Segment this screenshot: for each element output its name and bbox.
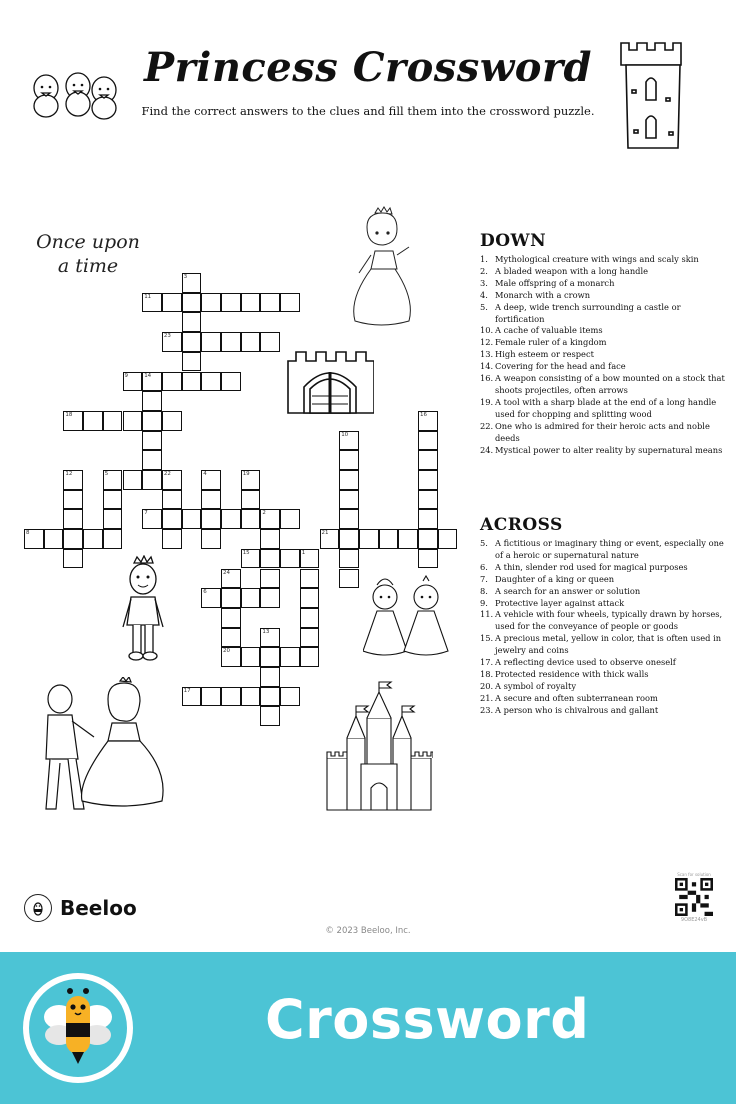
- across-clue-list: [480, 538, 730, 717]
- dancing-couple-icon: [30, 677, 175, 814]
- category-label: Crossword: [265, 988, 590, 1051]
- clue-number: 23: [163, 333, 171, 340]
- crossword-cell[interactable]: [241, 490, 261, 510]
- crossword-cell[interactable]: [221, 687, 241, 707]
- clue-text: High esteem or respect: [495, 349, 594, 360]
- crossword-cell[interactable]: [142, 509, 162, 529]
- crossword-cell[interactable]: [103, 490, 123, 510]
- clue-number: 16: [420, 411, 427, 418]
- crossword-cell[interactable]: [142, 470, 162, 490]
- clue-number: 8.: [480, 585, 488, 596]
- crossword-cell[interactable]: [221, 608, 241, 628]
- crossword-cell[interactable]: [300, 608, 320, 628]
- crossword-cell[interactable]: [418, 490, 438, 510]
- clue-number: 17: [183, 687, 191, 694]
- crossword-cell[interactable]: [123, 372, 143, 392]
- crossword-cell[interactable]: [201, 490, 221, 510]
- crossword-cell[interactable]: [201, 529, 221, 549]
- crossword-cell[interactable]: [260, 569, 280, 589]
- qr-code-icon[interactable]: [675, 878, 713, 916]
- clue-number: 22.: [480, 420, 494, 431]
- clue-number: 18: [65, 411, 73, 418]
- crossword-cell[interactable]: [241, 470, 261, 490]
- crossword-cell[interactable]: [418, 431, 438, 451]
- once-upon-line1: Once upon: [36, 231, 140, 253]
- clue-number: 1: [301, 549, 306, 556]
- clue-item: [480, 538, 730, 562]
- clue-item: [480, 361, 730, 373]
- crossword-cell[interactable]: [44, 529, 64, 549]
- crossword-cell[interactable]: [182, 372, 202, 392]
- clue-number: 22: [163, 471, 171, 477]
- crossword-cell[interactable]: [339, 470, 359, 490]
- clue-number: 11.: [480, 609, 494, 620]
- clue-number: 8: [26, 530, 30, 537]
- clue-number: 6.: [480, 561, 488, 572]
- page-title: Princess Crossword: [144, 44, 592, 91]
- crossword-cell[interactable]: [63, 529, 83, 549]
- crossword-cell[interactable]: [418, 470, 438, 490]
- crossword-cell[interactable]: [103, 529, 123, 549]
- crossword-cell[interactable]: [280, 549, 300, 569]
- crossword-cell[interactable]: [241, 549, 261, 569]
- crossword-cell[interactable]: [142, 372, 162, 392]
- crossword-cell[interactable]: [260, 667, 280, 687]
- clue-text: One who is admired for their heroic acts and noble deeds: [495, 420, 710, 443]
- castle-gate-icon: [287, 350, 374, 414]
- clue-text: A precious metal, yellow in color, that is often used in jewelry and coins: [495, 633, 722, 656]
- crossword-cell[interactable]: [63, 549, 83, 569]
- clue-number: 4: [203, 471, 207, 477]
- clue-number: 3.: [480, 277, 488, 288]
- clue-item: [480, 705, 730, 717]
- crossword-cell[interactable]: [418, 529, 438, 549]
- crossword-cell[interactable]: [103, 509, 123, 529]
- clue-item: [480, 325, 730, 337]
- crossword-cell[interactable]: [398, 529, 418, 549]
- crossword-cell[interactable]: [182, 332, 202, 352]
- crossword-cell[interactable]: [260, 332, 280, 352]
- crossword-cell[interactable]: [260, 706, 280, 726]
- clue-text: A search for an answer or solution: [495, 585, 641, 596]
- clue-number: 12: [65, 471, 73, 477]
- clue-item: [480, 278, 730, 290]
- clue-number: 15.: [480, 633, 494, 644]
- crossword-cell[interactable]: [320, 529, 340, 549]
- crossword-cell[interactable]: [260, 529, 280, 549]
- clue-number: 15: [242, 549, 250, 556]
- crossword-cell[interactable]: [201, 687, 221, 707]
- clue-item: [480, 693, 730, 705]
- crossword-cell[interactable]: [123, 470, 143, 490]
- clue-item: [480, 421, 730, 445]
- clue-item: [480, 349, 730, 361]
- crossword-cell[interactable]: [142, 293, 162, 313]
- once-upon-line2: a time: [57, 255, 119, 277]
- clue-text: A cache of valuable items: [495, 325, 603, 336]
- clue-number: 9.: [480, 597, 488, 608]
- crossword-cell[interactable]: [182, 312, 202, 332]
- clue-number: 5.: [480, 538, 488, 548]
- prince-icon: [118, 555, 168, 661]
- clue-text: A reflecting device used to observe oneself: [495, 657, 676, 668]
- instructions: Find the correct answers to the clues and fill them into the crossword puzzle.: [141, 104, 595, 118]
- crossword-cell[interactable]: [359, 529, 379, 549]
- crossword-cell[interactable]: [241, 293, 261, 313]
- crossword-cell[interactable]: [63, 509, 83, 529]
- crossword-cell[interactable]: [182, 352, 202, 372]
- clue-number: 7.: [480, 573, 488, 584]
- crossword-cell[interactable]: [241, 332, 261, 352]
- crossword-cell[interactable]: [162, 372, 182, 392]
- clue-text: Female ruler of a kingdom: [495, 337, 607, 348]
- crossword-cell[interactable]: [241, 588, 261, 608]
- clue-number: 7: [144, 510, 148, 517]
- clue-number: 10: [341, 431, 349, 438]
- crossword-cell[interactable]: [221, 293, 241, 313]
- clue-text: Covering for the head and face: [495, 361, 626, 372]
- copyright: © 2023 Beeloo, Inc.: [325, 926, 411, 936]
- crossword-cell[interactable]: [241, 687, 261, 707]
- clue-number: 19: [242, 471, 250, 477]
- crossword-cell[interactable]: [280, 647, 300, 667]
- crossword-cell[interactable]: [260, 647, 280, 667]
- crossword-cell[interactable]: [221, 647, 241, 667]
- crossword-cell[interactable]: [142, 391, 162, 411]
- clue-number: 4.: [480, 289, 488, 300]
- clue-text: Mystical power to alter reality by supernatural means: [495, 444, 723, 455]
- clue-item: [480, 373, 730, 397]
- crossword-cell[interactable]: [162, 509, 182, 529]
- clue-text: Protected residence with thick walls: [495, 668, 649, 679]
- clue-number: 19.: [480, 396, 494, 407]
- princess-icon: [345, 205, 420, 330]
- crossword-cell[interactable]: [300, 628, 320, 648]
- crossword-cell[interactable]: [300, 549, 320, 569]
- crossword-cell[interactable]: [221, 569, 241, 589]
- clue-number: 6: [203, 589, 207, 596]
- crossword-cell[interactable]: [379, 529, 399, 549]
- clue-item: [480, 445, 730, 457]
- clue-number: 2: [262, 510, 266, 517]
- clue-item: [480, 397, 730, 421]
- crossword-cell[interactable]: [221, 332, 241, 352]
- clue-text: A vehicle with four wheels, typically drawn by horses, used for the conveyance of people or goods: [495, 609, 723, 632]
- crossword-cell[interactable]: [182, 293, 202, 313]
- crossword-cell[interactable]: [182, 687, 202, 707]
- crossword-cell[interactable]: [83, 529, 103, 549]
- brand-name: Beeloo: [60, 896, 137, 920]
- qr-block[interactable]: [668, 872, 720, 924]
- crossword-cell[interactable]: [63, 411, 83, 431]
- clue-text: A bladed weapon with a long handle: [495, 265, 649, 276]
- clue-number: 14: [144, 372, 152, 379]
- crossword-cell[interactable]: [300, 569, 320, 589]
- crossword-cell[interactable]: [63, 490, 83, 510]
- clue-text: A tool with a sharp blade at the end of a long handle used for chopping and splitting wood: [495, 396, 717, 419]
- crossword-cell[interactable]: [103, 411, 123, 431]
- bee-logo: [23, 973, 133, 1083]
- clue-number: 11: [144, 293, 152, 300]
- clue-text: Mythological creature with wings and scaly skin: [495, 254, 699, 264]
- clue-item: [480, 598, 730, 610]
- clue-number: 9: [124, 372, 128, 379]
- clue-text: Daughter of a king or queen: [495, 573, 615, 584]
- crossword-cell[interactable]: [418, 509, 438, 529]
- category-banner: [0, 952, 736, 1104]
- clue-number: 12.: [480, 337, 494, 348]
- crossword-cell[interactable]: [182, 509, 202, 529]
- clue-number: 18.: [480, 668, 494, 679]
- crossword-cell[interactable]: [182, 273, 202, 293]
- bee-icon: [24, 894, 52, 922]
- crossword-cell[interactable]: [221, 372, 241, 392]
- clue-number: 20.: [480, 680, 494, 691]
- clue-text: Monarch with a crown: [495, 289, 591, 300]
- crossword-cell[interactable]: [300, 588, 320, 608]
- crossword-cell[interactable]: [201, 470, 221, 490]
- crossword-cell[interactable]: [418, 450, 438, 470]
- crossword-cell[interactable]: [339, 509, 359, 529]
- crossword-cell[interactable]: [339, 569, 359, 589]
- clue-item: [480, 657, 730, 669]
- clue-text: A deep, wide trench surrounding a castle or fortification: [495, 301, 681, 324]
- crossword-cell[interactable]: [142, 431, 162, 451]
- crossword-cell[interactable]: [260, 509, 280, 529]
- clue-number: 16.: [480, 373, 494, 384]
- clue-item: [480, 609, 730, 633]
- clue-item: [480, 266, 730, 278]
- bee-mascot-icon: [29, 979, 127, 1077]
- clue-text: A weapon consisting of a bow mounted on a stock that shoots projectiles, often arrows: [495, 373, 725, 395]
- clue-item: [480, 633, 730, 657]
- crossword-cell[interactable]: [339, 529, 359, 549]
- clue-item: [480, 669, 730, 681]
- clue-number: 14.: [480, 361, 494, 372]
- crossword-cell[interactable]: [418, 549, 438, 569]
- clue-number: 21.: [480, 692, 494, 703]
- down-heading: DOWN: [480, 231, 547, 251]
- crossword-cell[interactable]: [241, 509, 261, 529]
- clue-number: 3: [183, 274, 188, 280]
- clue-number: 5.: [480, 301, 488, 312]
- crossword-cell[interactable]: [123, 411, 143, 431]
- clue-number: 21: [321, 530, 329, 537]
- castle-icon: [325, 680, 433, 812]
- crossword-cell[interactable]: [221, 628, 241, 648]
- clue-number: 23.: [480, 704, 494, 715]
- crossword-cell[interactable]: [260, 293, 280, 313]
- clue-text: A symbol of royalty: [495, 680, 577, 691]
- down-clue-list: [480, 254, 730, 456]
- crossword-cell[interactable]: [339, 490, 359, 510]
- crossword-cell[interactable]: [162, 529, 182, 549]
- crossword-cell[interactable]: [201, 588, 221, 608]
- qr-code-text: 9O8E24vB: [680, 917, 708, 923]
- crossword-cell[interactable]: [260, 588, 280, 608]
- crossword-cell[interactable]: [103, 470, 123, 490]
- crossword-cell[interactable]: [241, 647, 261, 667]
- crossword-cell[interactable]: [201, 293, 221, 313]
- clue-number: 17.: [480, 657, 494, 668]
- crossword-cell[interactable]: [418, 411, 438, 431]
- clue-item: [480, 562, 730, 574]
- down-clues: [480, 231, 730, 456]
- crossword-cell[interactable]: [201, 509, 221, 529]
- clue-item: [480, 254, 730, 266]
- clue-text: A fictitious or imaginary thing or event, especially one of a heroic or supernatural nature: [495, 538, 724, 560]
- crossword-cell[interactable]: [162, 293, 182, 313]
- clue-number: 10.: [480, 325, 494, 336]
- crossword-cell[interactable]: [339, 549, 359, 569]
- crossword-cell[interactable]: [162, 332, 182, 352]
- clue-text: Male offspring of a monarch: [495, 277, 615, 288]
- clue-text: A person who is chivalrous and gallant: [495, 704, 659, 715]
- clue-item: [480, 681, 730, 693]
- clue-item: [480, 337, 730, 349]
- beeloo-logo[interactable]: [24, 894, 137, 922]
- across-heading: ACROSS: [480, 515, 563, 535]
- crossword-cell[interactable]: [339, 450, 359, 470]
- crossword-cell[interactable]: [221, 588, 241, 608]
- crossword-cell[interactable]: [221, 509, 241, 529]
- clue-item: [480, 586, 730, 598]
- clue-number: 1.: [480, 254, 488, 264]
- two-princesses-icon: [363, 575, 453, 660]
- clue-text: A secure and often subterranean room: [495, 692, 658, 703]
- clue-number: 24: [223, 569, 230, 576]
- clue-number: 5: [104, 471, 109, 477]
- crossword-cell[interactable]: [260, 687, 280, 707]
- crossword-cell[interactable]: [280, 509, 300, 529]
- clue-number: 13: [262, 628, 270, 635]
- crossword-cell[interactable]: [260, 628, 280, 648]
- crossword-cell[interactable]: [162, 490, 182, 510]
- clue-text: A thin, slender rod used for magical purposes: [495, 561, 688, 572]
- clue-number: 20: [223, 648, 230, 655]
- clue-item: [480, 290, 730, 302]
- crossword-cell[interactable]: [162, 411, 182, 431]
- clue-item: [480, 302, 730, 326]
- crossword-cell[interactable]: [142, 450, 162, 470]
- crossword-cell[interactable]: [201, 372, 221, 392]
- clue-number: 13.: [480, 349, 494, 360]
- clue-number: 2.: [480, 265, 488, 276]
- crossword-cell[interactable]: [438, 529, 458, 549]
- clue-text: Protective layer against attack: [495, 597, 625, 608]
- crossword-cell[interactable]: [300, 647, 320, 667]
- clue-item: [480, 574, 730, 586]
- crossword-cell[interactable]: [280, 687, 300, 707]
- clue-number: 24.: [480, 444, 494, 455]
- crossword-cell[interactable]: [83, 411, 103, 431]
- crossword-cell[interactable]: [63, 470, 83, 490]
- crossword-cell[interactable]: [24, 529, 44, 549]
- crossword-cell[interactable]: [260, 549, 280, 569]
- crossword-cell[interactable]: [280, 293, 300, 313]
- crossword-cell[interactable]: [142, 411, 162, 431]
- qr-caption: Scan for solution: [677, 872, 711, 877]
- crossword-cell[interactable]: [162, 470, 182, 490]
- crossword-cell[interactable]: [339, 431, 359, 451]
- across-clues: [480, 515, 730, 717]
- crossword-cell[interactable]: [201, 332, 221, 352]
